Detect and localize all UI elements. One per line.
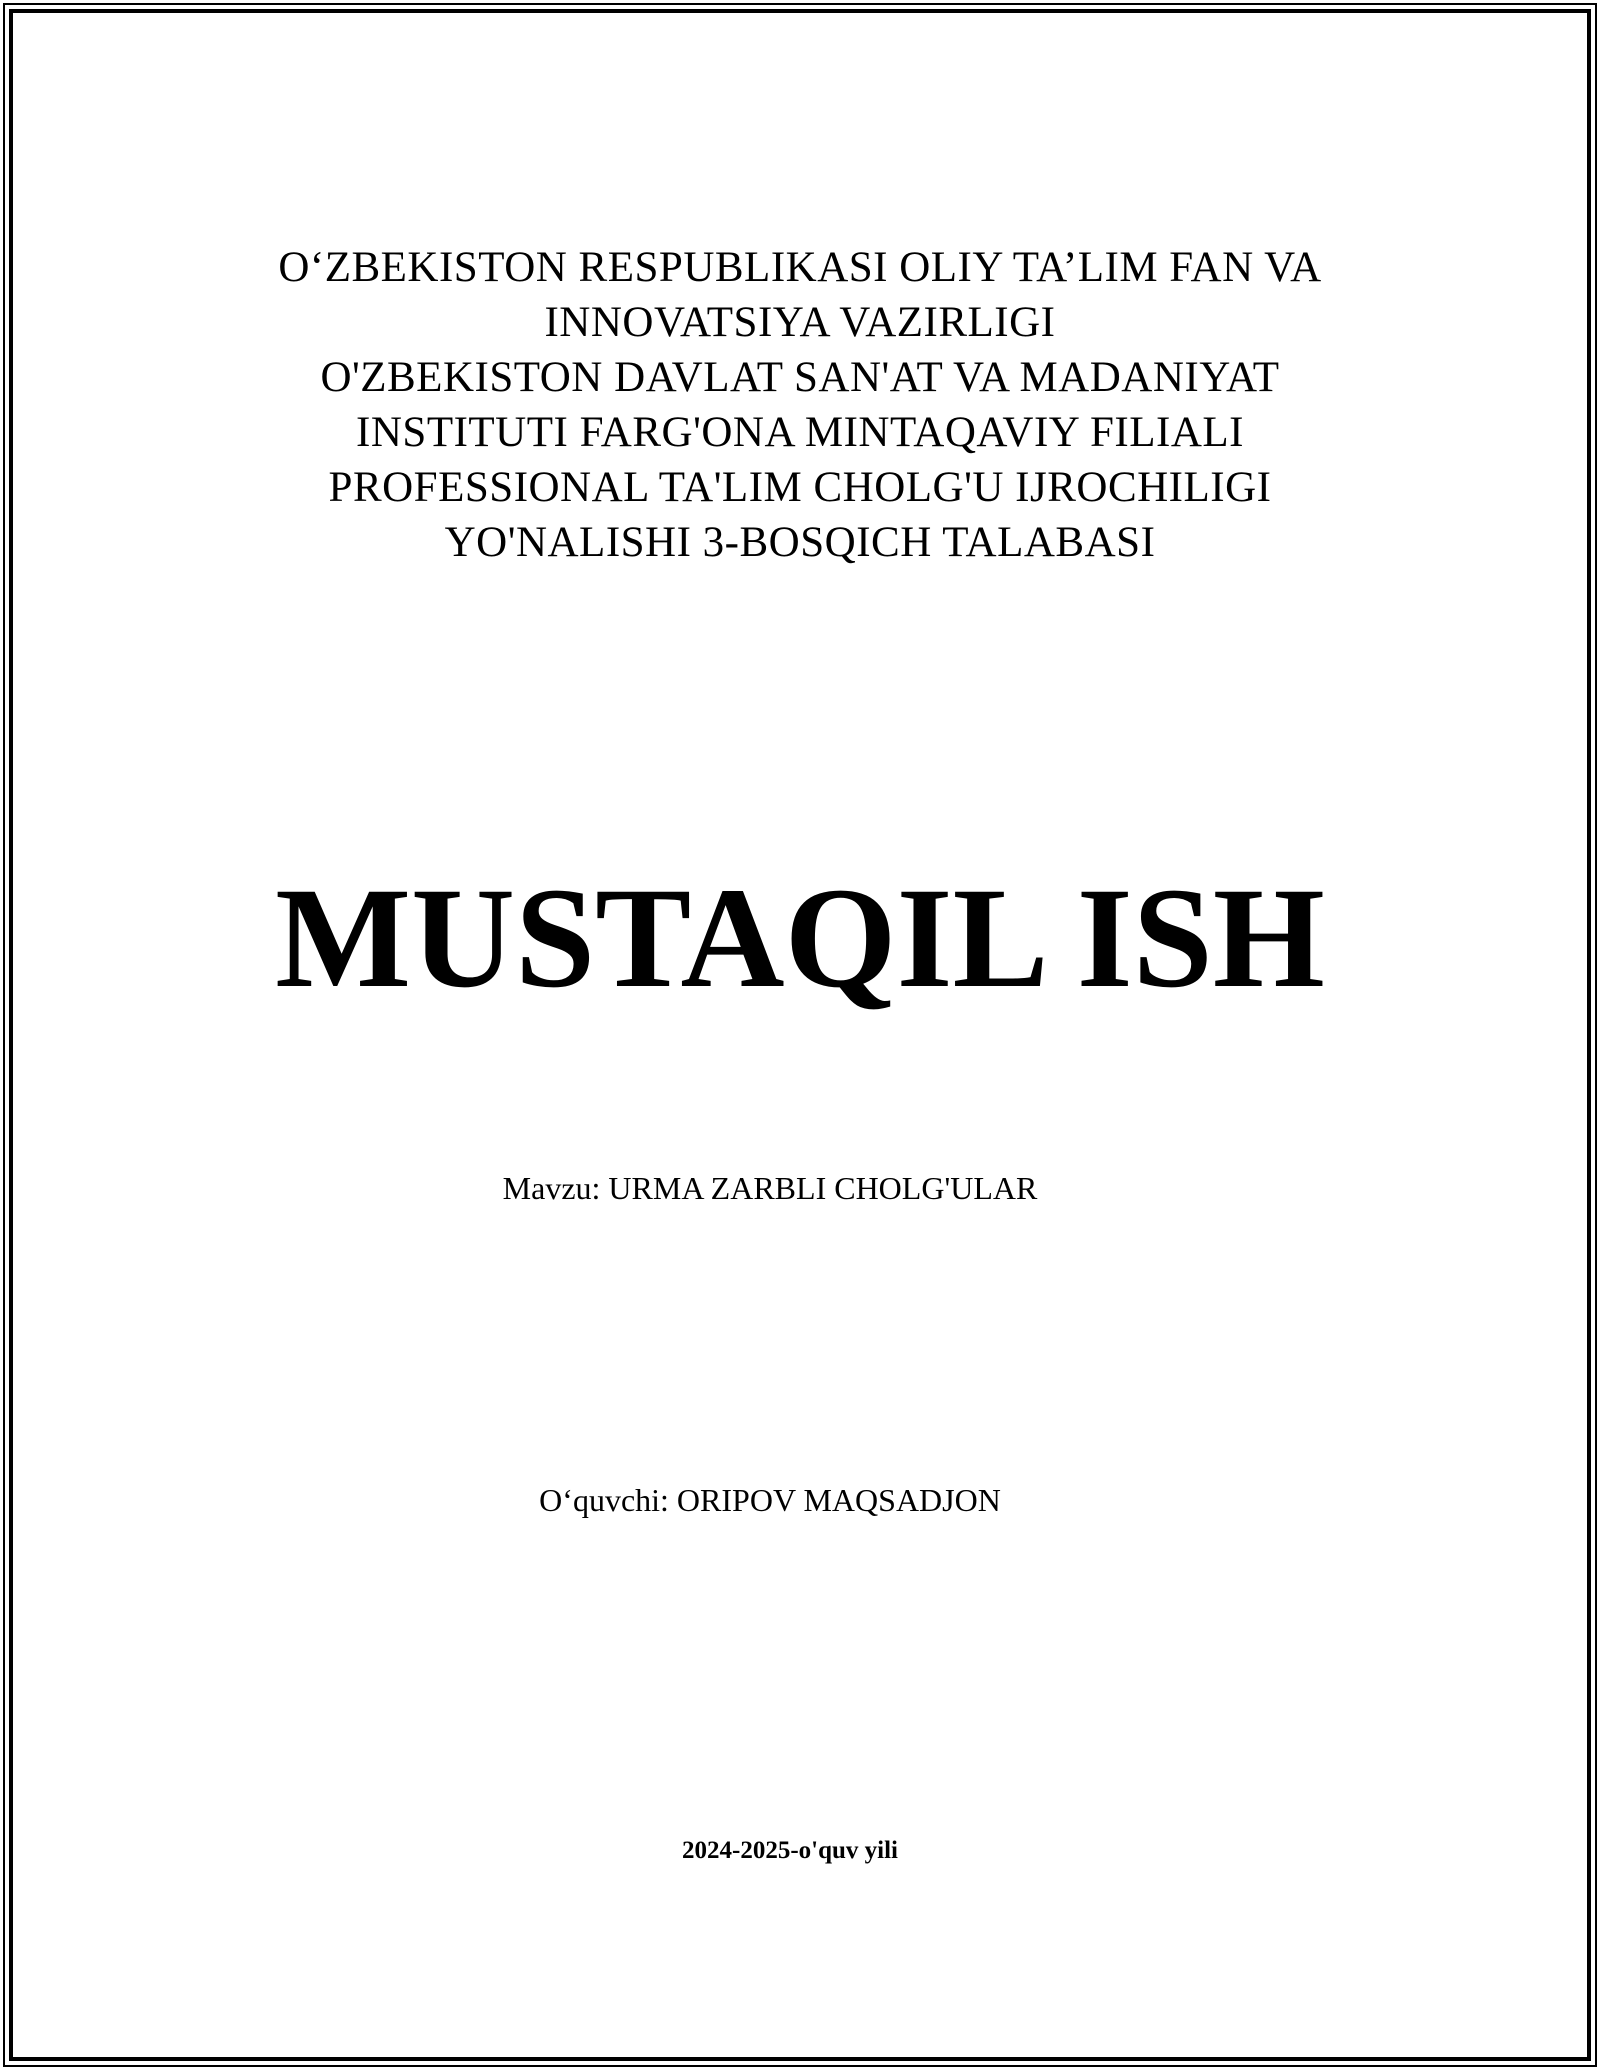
- student-line: O‘quvchi: ORIPOV MAQSADJON: [539, 1482, 1001, 1518]
- document-title: MUSTAQIL ISH: [275, 859, 1325, 1018]
- academic-year: 2024-2025-o'quv yili: [682, 1837, 898, 1864]
- topic-line: Mavzu: URMA ZARBLI CHOLG'ULAR: [502, 1170, 1038, 1206]
- header-line-3: O'ZBEKISTON DAVLAT SAN'AT VA MADANIYAT: [320, 354, 1280, 401]
- header-line-5: PROFESSIONAL TA'LIM CHOLG'U IJROCHILIGI: [328, 464, 1272, 511]
- header-line-6: YO'NALISHI 3-BOSQICH TALABASI: [444, 519, 1156, 566]
- header-line-4: INSTITUTI FARG'ONA MINTAQAVIY FILIALI: [356, 409, 1244, 456]
- header-line-1: O‘ZBEKISTON RESPUBLIKASI OLIY TA’LIM FAN VA: [278, 244, 1322, 291]
- ministry-header: [60, 240, 1540, 570]
- header-line-2: INNOVATSIYA VAZIRLIGI: [544, 299, 1056, 346]
